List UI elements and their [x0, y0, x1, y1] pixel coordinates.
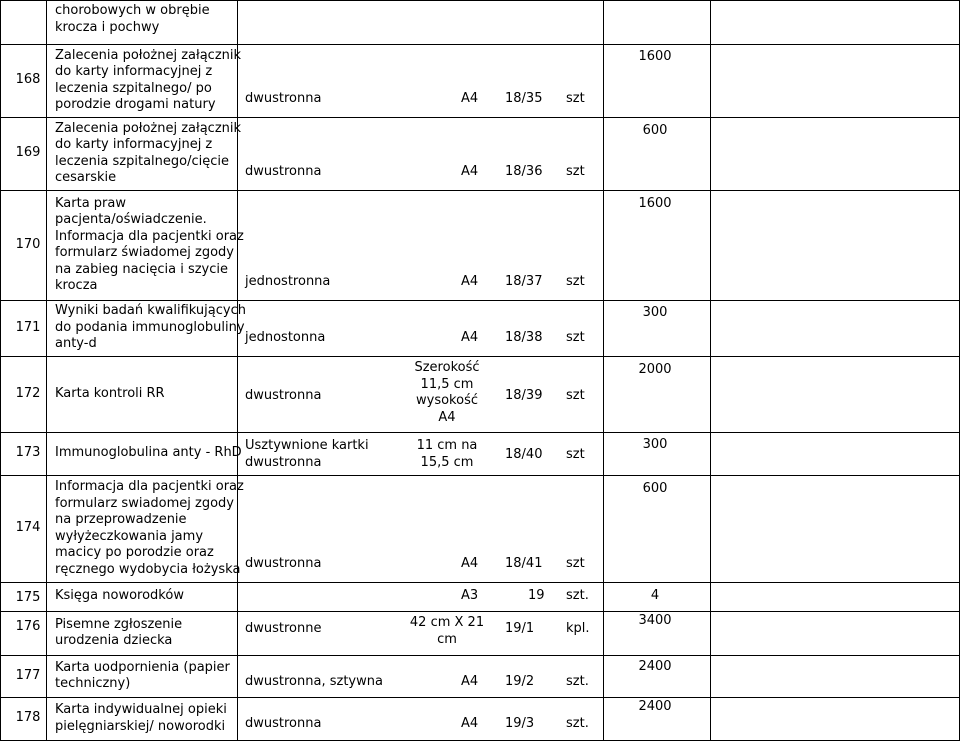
item-description: cesarskie: [55, 170, 117, 185]
print-type: dwustronne: [245, 621, 322, 636]
row-number: 169: [15, 145, 41, 161]
print-type: jednostonna: [245, 330, 326, 345]
paper-format: A4: [461, 330, 479, 345]
unit: szt: [566, 387, 585, 403]
item-description: ręcznego wydobycia łożyska: [55, 561, 241, 577]
row-number: 176: [15, 619, 41, 634]
unit: szt: [566, 274, 585, 289]
table-horizontal-rule: [0, 44, 960, 45]
item-description: do podania immunoglobuliny: [55, 319, 245, 335]
paper-format: 11,5 cm: [420, 376, 474, 392]
paper-format: A4: [461, 274, 479, 289]
item-description: formularz świadomej zgody: [55, 245, 234, 260]
item-code: 19/3: [505, 716, 535, 732]
print-type: dwustronna: [245, 556, 322, 571]
item-description: anty-d: [55, 336, 97, 352]
paper-format: cm: [437, 631, 457, 647]
item-code: 19: [528, 588, 545, 603]
unit: szt: [566, 447, 585, 462]
item-description: leczenia szpitalnego/cięcie: [55, 153, 230, 169]
row-number: 173: [15, 445, 41, 461]
item-description: Informacja dla pacjentki oraz: [55, 228, 244, 244]
table-horizontal-rule: [0, 300, 960, 301]
paper-format: Szerokość: [414, 360, 480, 375]
table-horizontal-rule: [0, 582, 960, 583]
item-description: Księga noworodków: [55, 588, 184, 604]
row-number: 178: [15, 710, 41, 726]
item-code: 19/1: [505, 621, 535, 636]
print-type: dwustronna, sztywna: [245, 673, 383, 689]
item-description: do karty informacyjnej z: [55, 64, 213, 79]
item-description: pielęgniarskiej/ noworodki: [55, 718, 226, 734]
print-type: dwustronna: [245, 387, 322, 403]
item-description: Immunoglobulina anty - RhD: [55, 445, 242, 461]
row-number: 177: [15, 667, 41, 683]
print-type: dwustronna: [245, 164, 322, 179]
quantity: 1600: [638, 196, 672, 211]
row-number: 171: [15, 319, 41, 335]
table-horizontal-rule: [0, 190, 960, 191]
item-description: krocza i pochwy: [55, 19, 160, 35]
item-description: wyłyżeczkowania jamy: [55, 528, 204, 544]
row-number: 168: [15, 72, 41, 88]
quantity: 4: [650, 588, 660, 603]
row-number: 174: [15, 520, 41, 536]
table-vertical-rule: [237, 611, 238, 740]
table-horizontal-rule: [0, 697, 960, 698]
item-description: techniczny): [55, 676, 131, 691]
item-code: 18/40: [505, 447, 543, 462]
unit: szt: [566, 91, 585, 106]
print-type: Usztywnione kartki: [245, 438, 369, 453]
paper-format: A3: [461, 588, 479, 603]
item-description: Wyniki badań kwalifikujących: [55, 303, 246, 319]
quantity: 2400: [638, 699, 672, 714]
unit: szt: [566, 164, 585, 179]
item-description: formularz swiadomej zgody: [55, 495, 234, 511]
quantity: 600: [642, 123, 668, 138]
quantity: 2000: [638, 362, 672, 377]
table-horizontal-rule: [0, 356, 960, 357]
table-horizontal-rule: [0, 611, 960, 612]
item-description: macicy po porodzie oraz: [55, 545, 214, 560]
row-number: 172: [15, 385, 41, 401]
item-code: 18/36: [505, 164, 543, 179]
unit: kpl.: [566, 621, 590, 636]
item-description: Karta uodpornienia (papier: [55, 659, 230, 675]
paper-format: A4: [461, 164, 479, 179]
table-horizontal-rule: [0, 432, 960, 433]
print-type: dwustronna: [245, 716, 322, 732]
item-description: Informacja dla pacjentki oraz: [55, 479, 244, 494]
unit: szt: [566, 330, 585, 345]
table-horizontal-rule: [0, 0, 960, 1]
row-number: 170: [15, 236, 41, 252]
paper-format: A4: [438, 409, 456, 425]
item-code: 18/35: [505, 91, 543, 106]
paper-format: 11 cm na: [416, 438, 478, 453]
print-type: jednostronna: [245, 274, 331, 289]
item-description: na zabieg nacięcia i szycie: [55, 261, 228, 277]
quantity: 3400: [638, 613, 672, 628]
paper-format: 15,5 cm: [420, 454, 474, 470]
paper-format: 42 cm X 21: [409, 615, 485, 630]
item-description: urodzenia dziecka: [55, 633, 173, 648]
item-description: na przeprowadzenie: [55, 512, 187, 527]
item-description: chorobowych w obrębie: [55, 3, 210, 18]
item-code: 18/38: [505, 330, 543, 345]
paper-format: A4: [461, 91, 479, 106]
table-horizontal-rule: [0, 117, 960, 118]
item-description: Karta praw: [55, 195, 126, 211]
paper-format: wysokość: [416, 393, 478, 408]
item-code: 18/37: [505, 274, 543, 289]
item-description: Karta indywidualnej opieki: [55, 702, 227, 717]
quantity: 2400: [638, 659, 672, 674]
paper-format: A4: [461, 673, 479, 689]
print-type: dwustronna: [245, 454, 322, 470]
table-horizontal-rule: [0, 475, 960, 476]
unit: szt.: [566, 588, 589, 603]
item-description: leczenia szpitalnego/ po: [55, 80, 212, 96]
table-horizontal-rule: [0, 655, 960, 656]
quantity: 1600: [638, 49, 672, 64]
item-description: Karta kontroli RR: [55, 385, 165, 401]
item-description: Zalecenia położnej załącznik: [55, 120, 242, 136]
quantity: 600: [642, 481, 668, 496]
item-description: porodzie drogami natury: [55, 97, 216, 112]
print-type: dwustronna: [245, 91, 322, 106]
unit: szt.: [566, 716, 589, 732]
item-description: pacjenta/oświadczenie.: [55, 212, 207, 227]
unit: szt.: [566, 673, 589, 689]
item-code: 18/41: [505, 556, 543, 571]
row-number: 175: [15, 590, 41, 605]
item-code: 19/2: [505, 673, 535, 689]
quantity: 300: [642, 305, 668, 320]
paper-format: A4: [461, 716, 479, 732]
quantity: 300: [642, 437, 668, 452]
item-code: 18/39: [505, 387, 543, 403]
item-description: Zalecenia położnej załącznik: [55, 47, 242, 63]
item-description: do karty informacyjnej z: [55, 137, 213, 152]
unit: szt: [566, 556, 585, 571]
item-description: Pisemne zgłoszenie: [55, 616, 183, 632]
item-description: krocza: [55, 278, 98, 293]
paper-format: A4: [461, 556, 479, 571]
